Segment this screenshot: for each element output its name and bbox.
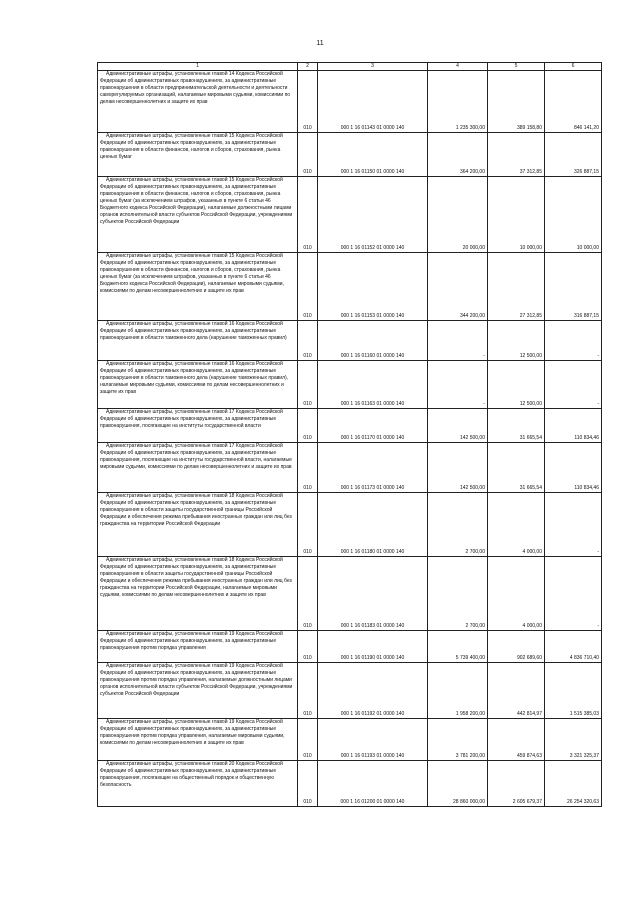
amount-approved-cell: 142 500,00 xyxy=(428,409,488,443)
row-description: Административные штрафы, установленные главой 17 Кодекса Российской Федерации об административных правонарушениях, за административные правонарушения, посягающие на институты государственной власти xyxy=(100,409,283,429)
name-cell xyxy=(98,409,298,443)
line-code-cell: 010 xyxy=(298,631,318,663)
table-row xyxy=(98,71,602,133)
row-description: Административные штрафы, установленные главой 18 Кодекса Российской Федерации об административных правонарушениях, за административные правонарушения в области защиты государственной границы Российской Федерации и обеспечения режима пребывания иностранных граждан или лиц без гражданства на территории Российской Федерации, налагаемые мировыми судьями, комиссиями по делам несовершеннолетних и защите их прав xyxy=(100,557,292,598)
table-row xyxy=(98,493,602,557)
amount-unexecuted-cell: - xyxy=(545,361,602,409)
budget-code-cell: 000 1 16 01193 01 0000 140 xyxy=(318,719,428,761)
amount-executed-cell: 37 312,85 xyxy=(488,133,545,177)
amount-executed-cell: 12 500,00 xyxy=(488,361,545,409)
name-cell xyxy=(98,177,298,253)
budget-code-cell: 000 1 16 01163 01 0000 140 xyxy=(318,361,428,409)
table-row xyxy=(98,443,602,493)
line-code-cell: 010 xyxy=(298,361,318,409)
row-description: Административные штрафы, установленные главой 17 Кодекса Российской Федерации об административных правонарушениях, за административные правонарушения, посягающие на институты государственной власти, налагаемые мировыми судьями, комиссиями по делам несовершеннолетних и защите их прав xyxy=(100,443,292,470)
line-code-cell: 010 xyxy=(298,719,318,761)
amount-executed-cell: 389 158,80 xyxy=(488,71,545,133)
amount-unexecuted-cell: 326 887,15 xyxy=(545,133,602,177)
row-description: Административные штрафы, установленные главой 19 Кодекса Российской Федерации об административных правонарушениях, за административные правонарушения против порядка управления, налагаемые должностными лицами органов исполнительной власти субъектов Российской Федерации, учреждениями субъектов Российской Федерации xyxy=(100,663,293,697)
name-cell xyxy=(98,71,298,133)
amount-approved-cell: 344 200,00 xyxy=(428,253,488,321)
amount-unexecuted-cell: 110 834,46 xyxy=(545,409,602,443)
name-cell xyxy=(98,443,298,493)
name-cell xyxy=(98,631,298,663)
budget-code-cell: 000 1 16 01192 01 0000 140 xyxy=(318,663,428,719)
header-cell-5: 5 xyxy=(488,63,545,71)
header-row xyxy=(98,63,602,71)
amount-unexecuted-cell: - xyxy=(545,557,602,631)
amount-unexecuted-cell: - xyxy=(545,493,602,557)
amount-executed-cell: 442 814,97 xyxy=(488,663,545,719)
table-row xyxy=(98,557,602,631)
budget-code-cell: 000 1 16 01153 01 0000 140 xyxy=(318,253,428,321)
amount-executed-cell: 459 874,63 xyxy=(488,719,545,761)
line-code-cell: 010 xyxy=(298,321,318,361)
row-description: Административные штрафы, установленные главой 16 Кодекса Российской Федерации об административных правонарушениях, за административные правонарушения в области таможенного дела (нарушение таможенных правил), налагаемые мировыми судьями, комиссиями по делам несовершеннолетних и защите их прав xyxy=(100,361,289,395)
amount-executed-cell: 4 000,00 xyxy=(488,493,545,557)
amount-approved-cell: - xyxy=(428,361,488,409)
header-cell-4: 4 xyxy=(428,63,488,71)
budget-code-cell: 000 1 16 01160 01 0000 140 xyxy=(318,321,428,361)
amount-executed-cell: 31 665,54 xyxy=(488,409,545,443)
table-row xyxy=(98,761,602,807)
amount-executed-cell: 4 000,00 xyxy=(488,557,545,631)
amount-executed-cell: 10 000,00 xyxy=(488,177,545,253)
amount-approved-cell: 5 739 400,00 xyxy=(428,631,488,663)
name-cell xyxy=(98,663,298,719)
amount-unexecuted-cell: 10 000,00 xyxy=(545,177,602,253)
row-description: Административные штрафы, установленные главой 16 Кодекса Российской Федерации об административных правонарушениях, за административные правонарушения в области таможенного дела (нарушение таможенных правил) xyxy=(100,321,287,341)
amount-unexecuted-cell: 3 321 325,37 xyxy=(545,719,602,761)
budget-code-cell: 000 1 16 01143 01 0000 140 xyxy=(318,71,428,133)
amount-unexecuted-cell: 316 887,15 xyxy=(545,253,602,321)
line-code-cell: 010 xyxy=(298,71,318,133)
amount-approved-cell: 364 200,00 xyxy=(428,133,488,177)
row-description: Административные штрафы, установленные главой 15 Кодекса Российской Федерации об административных правонарушениях, за административные правонарушения в области финансов, налогов и сборов, страхования, рынка ценных бумаг xyxy=(100,133,283,160)
line-code-cell: 010 xyxy=(298,493,318,557)
name-cell xyxy=(98,761,298,807)
table-row xyxy=(98,321,602,361)
row-description: Административные штрафы, установленные главой 20 Кодекса Российской Федерации об административных правонарушениях, за административные правонарушения, посягающие на общественный порядок и общественную безопасность xyxy=(100,761,283,788)
amount-unexecuted-cell: 1 515 385,03 xyxy=(545,663,602,719)
line-code-cell: 010 xyxy=(298,409,318,443)
table-row xyxy=(98,253,602,321)
line-code-cell: 010 xyxy=(298,557,318,631)
amount-unexecuted-cell: - xyxy=(545,321,602,361)
table-row xyxy=(98,719,602,761)
row-description: Административные штрафы, установленные главой 18 Кодекса Российской Федерации об административных правонарушениях, за административные правонарушения в области защиты государственной границы Российской Федерации и обеспечения режима пребывания иностранных граждан или лиц без гражданства на территории Российской Федерации xyxy=(100,493,292,527)
amount-approved-cell: - xyxy=(428,321,488,361)
header-cell-2: 2 xyxy=(298,63,318,71)
name-cell xyxy=(98,133,298,177)
line-code-cell: 010 xyxy=(298,253,318,321)
line-code-cell: 010 xyxy=(298,761,318,807)
row-description: Административные штрафы, установленные главой 19 Кодекса Российской Федерации об административных правонарушениях, за административные правонарушения против порядка управления xyxy=(100,631,283,651)
line-code-cell: 010 xyxy=(298,177,318,253)
amount-executed-cell: 2 605 679,37 xyxy=(488,761,545,807)
amount-executed-cell: 902 689,60 xyxy=(488,631,545,663)
line-code-cell: 010 xyxy=(298,663,318,719)
amount-approved-cell: 142 500,00 xyxy=(428,443,488,493)
amount-executed-cell: 12 500,00 xyxy=(488,321,545,361)
amount-unexecuted-cell: 846 141,20 xyxy=(545,71,602,133)
line-code-cell: 010 xyxy=(298,133,318,177)
budget-code-cell: 000 1 16 01170 01 0000 140 xyxy=(318,409,428,443)
budget-code-cell: 000 1 16 01152 01 0000 140 xyxy=(318,177,428,253)
table-row xyxy=(98,177,602,253)
budget-code-cell: 000 1 16 01173 01 0000 140 xyxy=(318,443,428,493)
amount-approved-cell: 1 958 200,00 xyxy=(428,663,488,719)
table-row xyxy=(98,631,602,663)
budget-code-cell: 000 1 16 01190 01 0000 140 xyxy=(318,631,428,663)
amount-unexecuted-cell: 4 836 710,40 xyxy=(545,631,602,663)
table-row xyxy=(98,663,602,719)
header-cell-6: 6 xyxy=(545,63,602,71)
name-cell xyxy=(98,719,298,761)
row-description: Административные штрафы, установленные главой 14 Кодекса Российской Федерации об административных правонарушениях, за административные правонарушения в области предпринимательской деятельности и деятельности саморегулируемых организаций, налагаемые мировыми судьями, комиссиями по делам несовершеннолетних и защите их прав xyxy=(100,71,291,105)
row-description: Административные штрафы, установленные главой 19 Кодекса Российской Федерации об административных правонарушениях, за административные правонарушения против порядка управления, налагаемые мировыми судьями, комиссиями по делам несовершеннолетних и защите их прав xyxy=(100,719,285,746)
page-number: 11 xyxy=(316,40,324,47)
name-cell xyxy=(98,557,298,631)
header-cell-1: 1 xyxy=(98,63,298,71)
header-cell-3: 3 xyxy=(318,63,428,71)
amount-executed-cell: 31 665,54 xyxy=(488,443,545,493)
amount-approved-cell: 28 860 000,00 xyxy=(428,761,488,807)
name-cell xyxy=(98,321,298,361)
report-table xyxy=(97,62,602,807)
name-cell xyxy=(98,253,298,321)
amount-approved-cell: 3 781 200,00 xyxy=(428,719,488,761)
budget-code-cell: 000 1 16 01183 01 0000 140 xyxy=(318,557,428,631)
name-cell xyxy=(98,493,298,557)
row-description: Административные штрафы, установленные главой 15 Кодекса Российской Федерации об административных правонарушениях, за административные правонарушения в области финансов, налогов и сборов, страхования, рынка ценных бумаг (за исключением штрафов, указанных в пункте 6 статьи 46 Бюджетного кодекса Российской Федерации), налагаемые должностными лицами органов исполнительной власти субъектов Российской Федерации, учреждениями субъектов Российской Федерации xyxy=(100,177,293,225)
amount-unexecuted-cell: 26 254 320,63 xyxy=(545,761,602,807)
budget-code-cell: 000 1 16 01150 01 0000 140 xyxy=(318,133,428,177)
amount-approved-cell: 2 700,00 xyxy=(428,493,488,557)
row-description: Административные штрафы, установленные главой 15 Кодекса Российской Федерации об административных правонарушениях, за административные правонарушения в области финансов, налогов и сборов, страхования, рынка ценных бумаг (за исключением штрафов, указанных в пункте 6 статьи 46 Бюджетного кодекса Российской Федерации), налагаемые мировыми судьями, комиссиями по делам несовершеннолетних и защите их прав xyxy=(100,253,284,294)
table-row xyxy=(98,361,602,409)
amount-executed-cell: 27 312,85 xyxy=(488,253,545,321)
amount-unexecuted-cell: 110 834,46 xyxy=(545,443,602,493)
amount-approved-cell: 2 700,00 xyxy=(428,557,488,631)
name-cell xyxy=(98,361,298,409)
line-code-cell: 010 xyxy=(298,443,318,493)
budget-code-cell: 000 1 16 01180 01 0000 140 xyxy=(318,493,428,557)
amount-approved-cell: 20 000,00 xyxy=(428,177,488,253)
amount-approved-cell: 1 235 300,00 xyxy=(428,71,488,133)
table-row xyxy=(98,409,602,443)
table-row xyxy=(98,133,602,177)
budget-code-cell: 000 1 16 01200 01 0000 140 xyxy=(318,761,428,807)
